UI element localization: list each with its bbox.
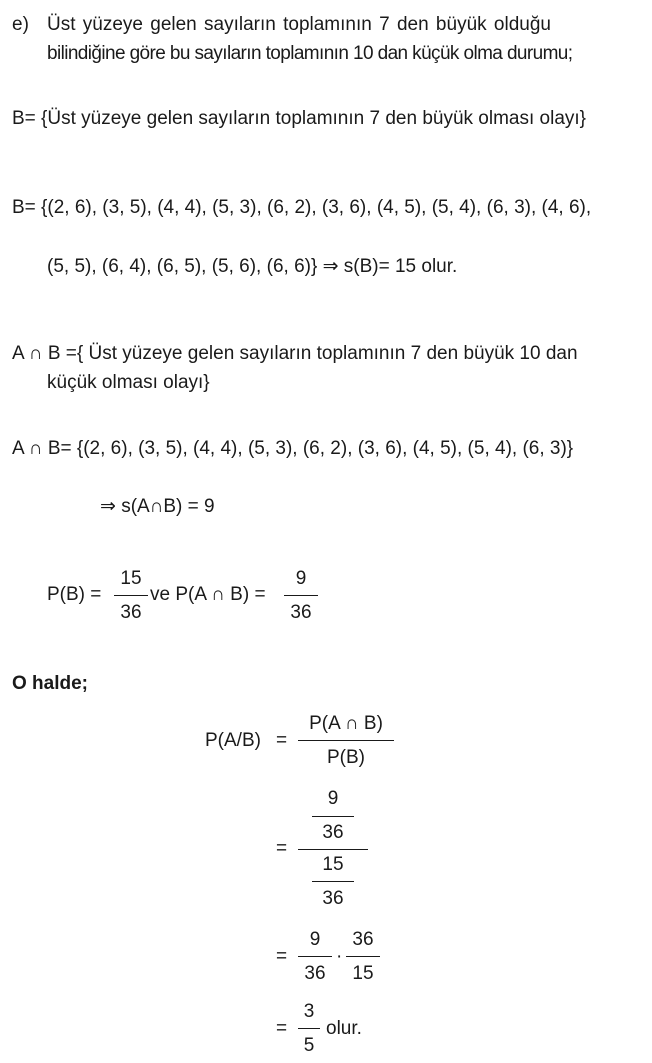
- final-suffix: olur.: [326, 1018, 362, 1039]
- intersection-definition-line-1: A ∩ B ={ Üst yüzeye gelen sayıların toplamının 7 den büyük 10 dan: [12, 343, 578, 364]
- fraction-bar: [312, 816, 354, 817]
- step2-top-numerator: 9: [327, 788, 339, 809]
- step2-complex-fraction: [298, 788, 368, 912]
- fraction-bar: [298, 956, 332, 957]
- fraction-bar: [298, 740, 394, 741]
- final-numerator: 3: [303, 1001, 315, 1022]
- fraction-bar: [312, 881, 354, 882]
- equals-sign: =: [276, 730, 288, 751]
- step2-top-denominator: 36: [322, 822, 344, 843]
- event-b-list-line-1: B= {(2, 6), (3, 5), (4, 4), (5, 3), (6, 2), (3, 6), (4, 5), (5, 4), (6, 3), (4, 6),: [12, 197, 592, 218]
- pab-denominator: 36: [290, 602, 312, 624]
- final-fraction: [298, 1001, 320, 1057]
- step2-bottom-numerator: 15: [322, 854, 344, 875]
- intersection-count: ⇒ s(A∩B) = 9: [100, 496, 215, 517]
- step3-fraction-a: [298, 929, 332, 985]
- pb-numerator: 15: [120, 568, 142, 589]
- step3-fraction-b: [346, 929, 380, 985]
- equals-sign: =: [276, 838, 288, 859]
- fraction-bar: [346, 956, 380, 957]
- fraction-bar: [114, 595, 148, 596]
- fraction-bar: [298, 1028, 320, 1029]
- step1-numerator: P(A ∩ B): [309, 713, 383, 734]
- equals-sign: =: [276, 1018, 288, 1039]
- event-b-list-line-2: (5, 5), (6, 4), (6, 5), (5, 6), (6, 6)} ⇒ s(B)= 15 olur.: [47, 256, 458, 277]
- conclusion-heading: O halde;: [12, 673, 89, 694]
- pab-connector: ve P(A ∩ B) =: [150, 584, 266, 605]
- step3-b-denominator: 15: [352, 963, 374, 985]
- step3-a-denominator: 36: [304, 963, 326, 985]
- multiplication-dot: ·: [336, 946, 343, 967]
- solution-lhs: P(A/B): [205, 730, 261, 751]
- problem-label: e): [12, 14, 29, 35]
- step3-a-numerator: 9: [309, 929, 321, 950]
- step1-fraction: [298, 713, 394, 769]
- pb-denominator: 36: [120, 602, 142, 624]
- fraction-bar: [284, 595, 318, 596]
- pab-numerator: 9: [295, 568, 307, 589]
- step3-b-numerator: 36: [352, 929, 374, 950]
- intersection-list: A ∩ B= {(2, 6), (3, 5), (4, 4), (5, 3), (6, 2), (3, 6), (4, 5), (5, 4), (6, 3)}: [12, 438, 574, 459]
- pab-fraction: [284, 568, 318, 624]
- main-fraction-bar: [298, 849, 368, 850]
- final-denominator: 5: [303, 1035, 315, 1057]
- pb-fraction: [114, 568, 148, 624]
- step1-denominator: P(B): [327, 747, 365, 769]
- intersection-definition-line-2: küçük olması olayı}: [47, 372, 210, 393]
- step2-bottom-denominator: 36: [322, 888, 344, 909]
- problem-line-1: Üst yüzeye gelen sayıların toplamının 7 den büyük olduğu: [47, 14, 551, 35]
- equals-sign: =: [276, 946, 288, 967]
- pb-label: P(B) =: [47, 584, 102, 605]
- problem-line-2: bilindiğine göre bu sayıların toplamının 10 dan küçük olma durumu;: [47, 43, 573, 64]
- event-b-definition: B= {Üst yüzeye gelen sayıların toplamının 7 den büyük olması olayı}: [12, 108, 587, 129]
